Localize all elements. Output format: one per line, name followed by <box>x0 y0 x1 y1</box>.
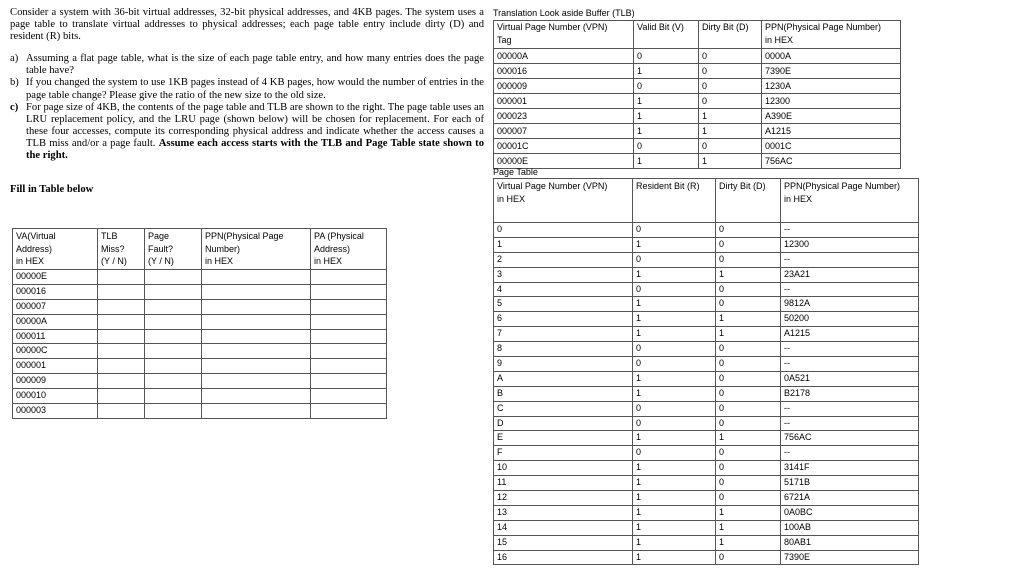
page-table-cell: -- <box>781 446 919 461</box>
page-table-cell: 8 <box>494 342 633 357</box>
tlb-cell: 0 <box>699 49 762 64</box>
fill-table-header-1-line: Miss? <box>101 243 125 254</box>
fill-table-header-2-line: Fault? <box>148 243 174 254</box>
page-table-cell: -- <box>781 342 919 357</box>
page-table-cell: 16 <box>494 550 633 565</box>
page-table-cell: 23A21 <box>781 267 919 282</box>
page-table-cell: 10 <box>494 461 633 476</box>
tlb-row <box>494 94 901 109</box>
fill-table-answer-cell[interactable] <box>98 329 145 344</box>
page-table-cell: 0 <box>716 223 781 238</box>
page-table-cell: 0 <box>633 223 716 238</box>
fill-table-answer-cell[interactable] <box>98 270 145 285</box>
page-table-cell: 0 <box>716 491 781 506</box>
page-table-cell: 0 <box>716 476 781 491</box>
page-table-header-0 <box>494 179 633 223</box>
page-table-row <box>494 312 919 327</box>
page-table-row <box>494 237 919 252</box>
tlb-header-3-line: in HEX <box>765 34 794 45</box>
fill-table-answer-cell[interactable] <box>202 314 311 329</box>
page-table-row <box>494 535 919 550</box>
tlb-cell: 1230A <box>762 79 901 94</box>
tlb-header-2 <box>699 21 762 49</box>
page-table-cell: 6721A <box>781 491 919 506</box>
fill-table-answer-cell[interactable] <box>202 270 311 285</box>
fill-table-header-3-line: Number) <box>205 243 241 254</box>
page-table-cell: 12 <box>494 491 633 506</box>
page-table-row <box>494 371 919 386</box>
page-table-cell: 50200 <box>781 312 919 327</box>
page-table-row <box>494 401 919 416</box>
page-table-row <box>494 282 919 297</box>
fill-table-answer-cell[interactable] <box>145 284 202 299</box>
page-table-row <box>494 342 919 357</box>
fill-table-va-cell: 000003 <box>13 404 98 419</box>
tlb-header-0 <box>494 21 634 49</box>
page-table-row <box>494 446 919 461</box>
fill-table-answer-cell[interactable] <box>145 404 202 419</box>
fill-table-answer-cell[interactable] <box>98 299 145 314</box>
page-table-cell: 0 <box>633 282 716 297</box>
tlb-row <box>494 64 901 79</box>
question-part-b <box>10 77 484 101</box>
tlb-cell: A1215 <box>762 124 901 139</box>
fill-table-answer-cell[interactable] <box>98 284 145 299</box>
fill-table-body <box>13 270 387 419</box>
tlb-header-2-line: Dirty Bit (D) <box>702 22 749 32</box>
fill-table-va-cell: 00000C <box>13 344 98 359</box>
page-table-cell: 0A521 <box>781 371 919 386</box>
part-a-marker: a) <box>10 53 19 65</box>
page-table-cell: 1 <box>716 505 781 520</box>
page-table-cell: 0 <box>633 357 716 372</box>
tlb-cell: 1 <box>634 64 699 79</box>
page-table-cell: 0 <box>716 550 781 565</box>
tlb-row <box>494 124 901 139</box>
page-table-cell: 1 <box>633 297 716 312</box>
page-table-cell: 0 <box>716 282 781 297</box>
page-table-cell: D <box>494 416 633 431</box>
tlb-header-3 <box>762 21 901 49</box>
page-table-cell: 1 <box>633 535 716 550</box>
page-table-cell: 15 <box>494 535 633 550</box>
fill-table-header-1 <box>98 229 145 270</box>
fill-table-header-2-line: Page <box>148 231 170 241</box>
page-table-row <box>494 550 919 565</box>
fill-table-row <box>13 359 387 374</box>
tlb-row <box>494 139 901 154</box>
question-parts <box>10 53 484 162</box>
page-table-cell: 4 <box>494 282 633 297</box>
page-table-cell: 0 <box>716 237 781 252</box>
tlb-cell: 000016 <box>494 64 634 79</box>
fill-table-answer-cell[interactable] <box>98 404 145 419</box>
fill-table-answer-cell[interactable] <box>202 299 311 314</box>
page-table-cell: 5171B <box>781 476 919 491</box>
page-table-cell: 1 <box>633 491 716 506</box>
question-text <box>10 7 484 196</box>
page-table-row <box>494 505 919 520</box>
page-table-cell: E <box>494 431 633 446</box>
part-a-text: Assuming a flat page table, what is the size of each page table entry, and how many entries does the page table have? <box>26 53 484 77</box>
fill-table-row <box>13 299 387 314</box>
tlb-cell: 000023 <box>494 109 634 124</box>
page-table-cell: 0 <box>716 416 781 431</box>
tlb-cell: 1 <box>634 94 699 109</box>
fill-table-header-4-line: in HEX <box>314 256 343 266</box>
fill-in-table <box>12 228 387 419</box>
page-table-cell: 1 <box>633 520 716 535</box>
fill-table-answer-cell[interactable] <box>202 404 311 419</box>
tlb-header-row <box>494 21 901 49</box>
fill-table-header-3-line: PPN(Physical Page <box>205 231 284 241</box>
tlb-cell: 1 <box>699 154 762 169</box>
fill-table-answer-cell[interactable] <box>202 329 311 344</box>
tlb-cell: 0 <box>634 139 699 154</box>
question-part-c <box>10 102 484 162</box>
tlb-cell: 0 <box>699 94 762 109</box>
fill-table-header-row <box>13 229 387 270</box>
page-table-cell: -- <box>781 401 919 416</box>
tlb-header-1-line: Valid Bit (V) <box>637 22 684 32</box>
fill-table-answer-cell[interactable] <box>98 314 145 329</box>
fill-table-answer-cell[interactable] <box>311 389 387 404</box>
fill-table-va-cell: 00000E <box>13 270 98 285</box>
page-table-body <box>494 223 919 565</box>
fill-table-header-4 <box>311 229 387 270</box>
page-table-row <box>494 252 919 267</box>
fill-table-row <box>13 284 387 299</box>
part-c-marker: c) <box>10 101 19 113</box>
fill-table-va-cell: 000016 <box>13 284 98 299</box>
fill-table-answer-cell[interactable] <box>145 359 202 374</box>
tlb-cell: 00000E <box>494 154 634 169</box>
fill-table-answer-cell[interactable] <box>311 270 387 285</box>
page-table-cell: 1 <box>633 550 716 565</box>
tlb-cell: 00000A <box>494 49 634 64</box>
page-table-cell: 1 <box>716 327 781 342</box>
fill-table-answer-cell[interactable] <box>145 389 202 404</box>
tlb-cell: 1 <box>634 109 699 124</box>
tlb-header-0-line: Virtual Page Number (VPN) <box>497 22 608 32</box>
part-b-text: If you changed the system to use 1KB pages instead of 4 KB pages, how would the number of entries in the page table change? Please give the ratio of the new size to the old size. <box>26 77 484 101</box>
page-table-cell: B <box>494 386 633 401</box>
page-table-cell: -- <box>781 252 919 267</box>
fill-table-answer-cell[interactable] <box>202 344 311 359</box>
page-table-row <box>494 267 919 282</box>
fill-table-va-cell: 000007 <box>13 299 98 314</box>
page-table-cell: -- <box>781 282 919 297</box>
fill-table-answer-cell[interactable] <box>98 389 145 404</box>
page-table-cell: 2 <box>494 252 633 267</box>
page-table-cell: 1 <box>716 535 781 550</box>
fill-table-answer-cell[interactable] <box>202 389 311 404</box>
fill-table-row <box>13 314 387 329</box>
fill-table-va-cell: 000010 <box>13 389 98 404</box>
page-table-cell: 0 <box>633 252 716 267</box>
page-table-cell: A <box>494 371 633 386</box>
page-table-cell: 0 <box>494 223 633 238</box>
page-table-header-1-line: Resident Bit (R) <box>636 181 700 191</box>
fill-table-row <box>13 404 387 419</box>
page-table-cell: 7390E <box>781 550 919 565</box>
page-table-cell: 0 <box>633 416 716 431</box>
tlb-cell: 1 <box>634 154 699 169</box>
page-table-cell: 13 <box>494 505 633 520</box>
fill-table-row <box>13 270 387 285</box>
page-table-cell: 1 <box>716 312 781 327</box>
page-table-row <box>494 461 919 476</box>
fill-table-row <box>13 374 387 389</box>
page-table-header-3-line: PPN(Physical Page Number) <box>784 181 901 191</box>
fill-table-answer-cell[interactable] <box>311 404 387 419</box>
page-table <box>493 178 919 565</box>
page-table-cell: 100AB <box>781 520 919 535</box>
tlb-cell: 0 <box>634 49 699 64</box>
fill-table-header-2-line: (Y / N) <box>148 256 174 266</box>
page-table-cell: 1 <box>633 327 716 342</box>
tlb-header-0-line: Tag <box>497 34 512 45</box>
fill-table-answer-cell[interactable] <box>98 359 145 374</box>
tlb-cell: 000007 <box>494 124 634 139</box>
page-table-header-1 <box>633 179 716 223</box>
part-c-text: For page size of 4KB, the contents of the page table and TLB are shown to the right. The page table uses an LRU replacement policy, and the LRU page (shown below) will be chosen for replacement. For each of these four accesses, compute its corresponding physical address and indicate whether the access causes a TLB miss and/or a page fault. <box>26 101 484 149</box>
page-table-cell: 0 <box>716 371 781 386</box>
page-table-row <box>494 416 919 431</box>
page-table-cell: 0 <box>633 446 716 461</box>
tlb-table <box>493 20 901 169</box>
tlb-cell: 000009 <box>494 79 634 94</box>
tlb-row <box>494 154 901 169</box>
tlb-cell: 0000A <box>762 49 901 64</box>
fill-table-answer-cell[interactable] <box>311 284 387 299</box>
page-table-header-3 <box>781 179 919 223</box>
page-table-cell: 9 <box>494 357 633 372</box>
page-table-cell: 0 <box>716 297 781 312</box>
tlb-cell: 756AC <box>762 154 901 169</box>
fill-table-header-0 <box>13 229 98 270</box>
page-table-cell: 1 <box>633 267 716 282</box>
fill-table-answer-cell[interactable] <box>202 374 311 389</box>
fill-table-answer-cell[interactable] <box>98 374 145 389</box>
part-b-marker: b) <box>10 77 19 89</box>
tlb-cell: 12300 <box>762 94 901 109</box>
tlb-cell: 7390E <box>762 64 901 79</box>
page-table-cell: F <box>494 446 633 461</box>
page-table-cell: 7 <box>494 327 633 342</box>
page-table-cell: 0 <box>716 461 781 476</box>
page-table-cell: 1 <box>633 312 716 327</box>
page-table-cell: 1 <box>633 476 716 491</box>
fill-table-header-1-line: TLB <box>101 231 118 241</box>
fill-table-answer-cell[interactable] <box>145 374 202 389</box>
fill-table-row <box>13 389 387 404</box>
page-table-cell: 1 <box>716 520 781 535</box>
page-table-header-row <box>494 179 919 223</box>
fill-table-header-0-line: VA(Virtual <box>16 231 56 241</box>
fill-table-answer-cell[interactable] <box>145 314 202 329</box>
fill-table-row <box>13 344 387 359</box>
fill-table-answer-cell[interactable] <box>311 374 387 389</box>
tlb-header-3-line: PPN(Physical Page Number) <box>765 22 882 32</box>
page-table-cell: 0 <box>633 401 716 416</box>
tlb-cell: 000001 <box>494 94 634 109</box>
page-table-row <box>494 476 919 491</box>
page-table-cell: 12300 <box>781 237 919 252</box>
fill-table-va-cell: 000009 <box>13 374 98 389</box>
fill-table-header-4-line: PA (Physical <box>314 231 364 241</box>
tlb-cell: 0 <box>699 64 762 79</box>
page-table-cell: 9812A <box>781 297 919 312</box>
fill-table-va-cell: 000001 <box>13 359 98 374</box>
page-table-cell: 80AB1 <box>781 535 919 550</box>
fill-table-answer-cell[interactable] <box>202 284 311 299</box>
page-table-header-3-line: in HEX <box>784 194 813 204</box>
page-table-cell: 0 <box>633 342 716 357</box>
page-table-cell: 1 <box>716 267 781 282</box>
fill-table-answer-cell[interactable] <box>145 329 202 344</box>
fill-table-row <box>13 329 387 344</box>
page-table-cell: 6 <box>494 312 633 327</box>
page-table-row <box>494 386 919 401</box>
page-table-cell: 0 <box>716 386 781 401</box>
page-table-caption: Page Table <box>493 167 538 177</box>
page-table-cell: 3141F <box>781 461 919 476</box>
tlb-cell: 1 <box>699 109 762 124</box>
fill-table-answer-cell[interactable] <box>311 359 387 374</box>
page-table-cell: B2178 <box>781 386 919 401</box>
page-table-header-0-line: Virtual Page Number (VPN) <box>497 181 608 191</box>
page-table-cell: 5 <box>494 297 633 312</box>
page-table-cell: 0 <box>716 357 781 372</box>
fill-table-header-0-line: in HEX <box>16 256 45 266</box>
tlb-cell: A390E <box>762 109 901 124</box>
question-part-a <box>10 53 484 77</box>
fill-table-answer-cell[interactable] <box>311 344 387 359</box>
tlb-caption: Translation Look aside Buffer (TLB) <box>493 8 635 18</box>
tlb-row <box>494 79 901 94</box>
page-table-row <box>494 520 919 535</box>
page-table-cell: 0 <box>716 342 781 357</box>
page-table-cell: 11 <box>494 476 633 491</box>
page-table-cell: -- <box>781 357 919 372</box>
fill-table-header-3 <box>202 229 311 270</box>
page-table-cell: 756AC <box>781 431 919 446</box>
page-table-cell: 1 <box>633 386 716 401</box>
page-table-row <box>494 431 919 446</box>
page-table-cell: -- <box>781 223 919 238</box>
page-table-cell: 0 <box>716 252 781 267</box>
page-table-cell: 1 <box>633 371 716 386</box>
fill-table-va-cell: 000011 <box>13 329 98 344</box>
page-table-cell: 0A0BC <box>781 505 919 520</box>
page-table-cell: 1 <box>494 237 633 252</box>
page-table-cell: 1 <box>633 461 716 476</box>
page-table-cell: C <box>494 401 633 416</box>
page-table-row <box>494 327 919 342</box>
fill-table-header-0-line: Address) <box>16 243 53 254</box>
page-table-header-2-line: Dirty Bit (D) <box>719 181 766 191</box>
page-table-cell: 1 <box>633 505 716 520</box>
page-table-row <box>494 297 919 312</box>
tlb-cell: 00001C <box>494 139 634 154</box>
tlb-cell: 0001C <box>762 139 901 154</box>
fill-table-title: Fill in Table below <box>10 184 94 196</box>
page-table-cell: 1 <box>716 431 781 446</box>
fill-table-answer-cell[interactable] <box>145 344 202 359</box>
page-table-cell: 0 <box>716 401 781 416</box>
page-table-cell: -- <box>781 416 919 431</box>
fill-table-answer-cell[interactable] <box>311 329 387 344</box>
tlb-cell: 0 <box>699 139 762 154</box>
page-table-row <box>494 223 919 238</box>
tlb-body <box>494 49 901 169</box>
tlb-cell: 1 <box>699 124 762 139</box>
fill-table-answer-cell[interactable] <box>311 314 387 329</box>
page-table-header-0-line: in HEX <box>497 194 526 204</box>
page-table-cell: 1 <box>633 237 716 252</box>
fill-table-header-3-line: in HEX <box>205 256 234 266</box>
fill-table-header-2 <box>145 229 202 270</box>
tlb-cell: 0 <box>634 79 699 94</box>
page-table-row <box>494 357 919 372</box>
fill-table-header-1-line: (Y / N) <box>101 256 127 266</box>
fill-table-answer-cell[interactable] <box>145 270 202 285</box>
fill-table-answer-cell[interactable] <box>98 344 145 359</box>
page-table-cell: 0 <box>716 446 781 461</box>
page-table-cell: 3 <box>494 267 633 282</box>
fill-table-answer-cell[interactable] <box>202 359 311 374</box>
page-table-header-2 <box>716 179 781 223</box>
fill-table-answer-cell[interactable] <box>311 299 387 314</box>
fill-table-va-cell: 00000A <box>13 314 98 329</box>
fill-table-answer-cell[interactable] <box>145 299 202 314</box>
part-c-bold-text: Assume each access starts with the TLB and Page Table state shown to the right. <box>26 137 484 162</box>
question-intro: Consider a system with 36-bit virtual addresses, 32-bit physical addresses, and 4KB pages. The system uses a page table to translate virtual addresses to physical addresses; each page table entry include dirty (D) and resident (R) bits. <box>10 7 484 43</box>
tlb-header-1 <box>634 21 699 49</box>
tlb-cell: 1 <box>634 124 699 139</box>
page-table-cell: 14 <box>494 520 633 535</box>
tlb-row <box>494 109 901 124</box>
tlb-cell: 0 <box>699 79 762 94</box>
tlb-row <box>494 49 901 64</box>
page-table-cell: 1 <box>633 431 716 446</box>
fill-table-header-4-line: Address) <box>314 243 351 254</box>
page-table-cell: A1215 <box>781 327 919 342</box>
page-table-row <box>494 491 919 506</box>
